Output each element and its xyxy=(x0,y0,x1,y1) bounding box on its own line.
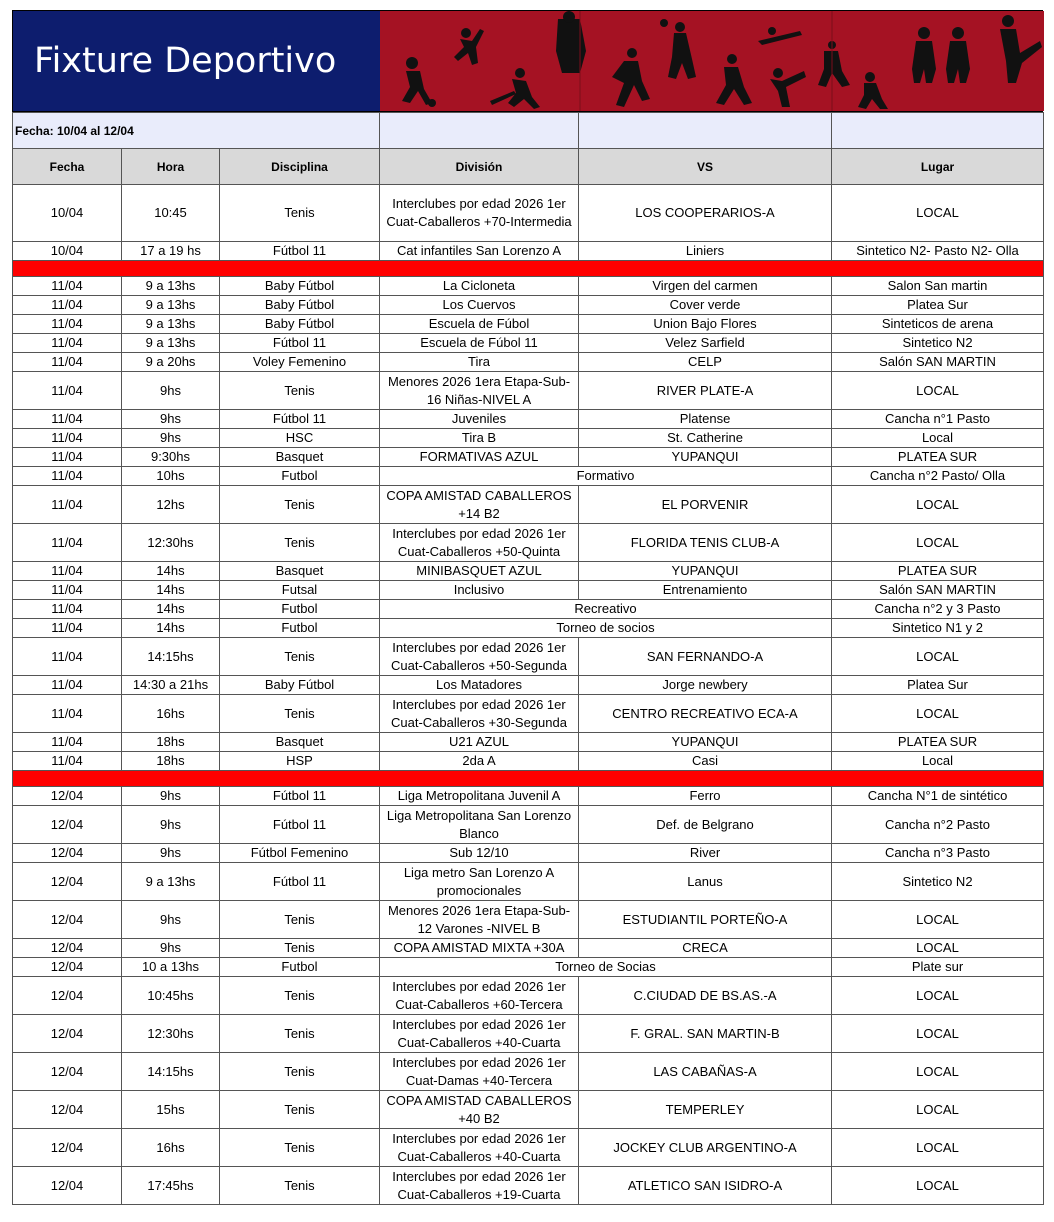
cell-fecha: 12/04 xyxy=(13,958,122,977)
cell-fecha: 11/04 xyxy=(13,296,122,315)
table-row xyxy=(13,1053,1044,1091)
cell-division: Liga Metropolitana Juvenil A xyxy=(380,787,579,806)
cell-disciplina: Fútbol 11 xyxy=(220,334,380,353)
cell-disciplina: Tenis xyxy=(220,1129,380,1167)
cell-lugar: PLATEA SUR xyxy=(832,448,1044,467)
cell-disciplina: HSC xyxy=(220,429,380,448)
cell-vs: JOCKEY CLUB ARGENTINO-A xyxy=(579,1129,832,1167)
cell-division-vs: Recreativo xyxy=(380,600,832,619)
cell-fecha: 12/04 xyxy=(13,901,122,939)
table-row xyxy=(13,562,1044,581)
cell-hora: 10:45hs xyxy=(122,977,220,1015)
cell-hora: 9 a 13hs xyxy=(122,277,220,296)
cell-lugar: PLATEA SUR xyxy=(832,733,1044,752)
cell-disciplina: Futbol xyxy=(220,619,380,638)
cell-lugar: Sintetico N1 y 2 xyxy=(832,619,1044,638)
cell-disciplina: Tenis xyxy=(220,1053,380,1091)
cell-hora: 10hs xyxy=(122,467,220,486)
cell-disciplina: Baby Fútbol xyxy=(220,277,380,296)
cell-disciplina: HSP xyxy=(220,752,380,771)
cell-division: 2da A xyxy=(380,752,579,771)
column-header-vs: VS xyxy=(579,149,832,185)
cell-disciplina: Fútbol 11 xyxy=(220,410,380,429)
cell-disciplina: Baby Fútbol xyxy=(220,296,380,315)
header xyxy=(12,10,1043,112)
cell-division: Interclubes por edad 2026 1er Cuat-Caballeros +19-Cuarta xyxy=(380,1167,579,1205)
cell-hora: 15hs xyxy=(122,1091,220,1129)
cell-fecha: 11/04 xyxy=(13,448,122,467)
cell-fecha: 12/04 xyxy=(13,844,122,863)
cell-hora: 16hs xyxy=(122,695,220,733)
cell-lugar: LOCAL xyxy=(832,486,1044,524)
cell-lugar: Cancha N°1 de sintético xyxy=(832,787,1044,806)
cell-vs: Platense xyxy=(579,410,832,429)
table-row xyxy=(13,752,1044,771)
cell-division: Tira B xyxy=(380,429,579,448)
cell-lugar: LOCAL xyxy=(832,524,1044,562)
cell-hora: 9 a 13hs xyxy=(122,334,220,353)
cell-fecha: 11/04 xyxy=(13,619,122,638)
cell-hora: 12hs xyxy=(122,486,220,524)
cell-fecha: 12/04 xyxy=(13,787,122,806)
cell-vs: CELP xyxy=(579,353,832,372)
column-header-fecha: Fecha xyxy=(13,149,122,185)
cell-fecha: 12/04 xyxy=(13,1015,122,1053)
cell-vs: Jorge newbery xyxy=(579,676,832,695)
table-row xyxy=(13,1091,1044,1129)
cell-division: FORMATIVAS AZUL xyxy=(380,448,579,467)
cell-vs: ATLETICO SAN ISIDRO-A xyxy=(579,1167,832,1205)
cell-hora: 9 a 13hs xyxy=(122,296,220,315)
cell-vs: C.CIUDAD DE BS.AS.-A xyxy=(579,977,832,1015)
cell-disciplina: Fútbol 11 xyxy=(220,863,380,901)
cell-hora: 10 a 13hs xyxy=(122,958,220,977)
table-row xyxy=(13,1167,1044,1205)
cell-division: U21 AZUL xyxy=(380,733,579,752)
cell-disciplina: Baby Fútbol xyxy=(220,315,380,334)
cell-division: Liga Metropolitana San Lorenzo Blanco xyxy=(380,806,579,844)
cell-division: Menores 2026 1era Etapa-Sub-12 Varones -NIVEL B xyxy=(380,901,579,939)
table-row xyxy=(13,1015,1044,1053)
cell-division: Los Cuervos xyxy=(380,296,579,315)
cell-lugar: Sintetico N2 xyxy=(832,334,1044,353)
cell-lugar: LOCAL xyxy=(832,977,1044,1015)
cell-fecha: 12/04 xyxy=(13,1053,122,1091)
cell-vs: LAS CABAÑAS-A xyxy=(579,1053,832,1091)
cell-disciplina: Basquet xyxy=(220,448,380,467)
cell-hora: 10:45 xyxy=(122,185,220,242)
cell-lugar: Local xyxy=(832,752,1044,771)
cell-lugar: LOCAL xyxy=(832,1129,1044,1167)
cell-disciplina: Tenis xyxy=(220,524,380,562)
cell-disciplina: Tenis xyxy=(220,901,380,939)
cell-disciplina: Tenis xyxy=(220,977,380,1015)
cell-disciplina: Tenis xyxy=(220,1167,380,1205)
cell-disciplina: Tenis xyxy=(220,695,380,733)
table-row xyxy=(13,901,1044,939)
cell-fecha: 11/04 xyxy=(13,600,122,619)
table-row xyxy=(13,806,1044,844)
table-row xyxy=(13,410,1044,429)
cell-fecha: 11/04 xyxy=(13,353,122,372)
cell-fecha: 11/04 xyxy=(13,467,122,486)
cell-fecha: 10/04 xyxy=(13,242,122,261)
cell-fecha: 11/04 xyxy=(13,486,122,524)
date-range-row xyxy=(13,113,1044,149)
table-row xyxy=(13,334,1044,353)
cell-vs: YUPANQUI xyxy=(579,733,832,752)
date-range: Fecha: 10/04 al 12/04 xyxy=(13,113,380,149)
table-row xyxy=(13,733,1044,752)
table-row xyxy=(13,242,1044,261)
cell-fecha: 11/04 xyxy=(13,638,122,676)
cell-disciplina: Tenis xyxy=(220,185,380,242)
cell-lugar: Platea Sur xyxy=(832,296,1044,315)
cell-division: Sub 12/10 xyxy=(380,844,579,863)
cell-vs: F. GRAL. SAN MARTIN-B xyxy=(579,1015,832,1053)
cell-fecha: 11/04 xyxy=(13,334,122,353)
cell-vs: Liniers xyxy=(579,242,832,261)
column-header-division: División xyxy=(380,149,579,185)
table-row xyxy=(13,353,1044,372)
cell-fecha: 12/04 xyxy=(13,863,122,901)
cell-division: COPA AMISTAD MIXTA +30A xyxy=(380,939,579,958)
cell-division: Escuela de Fúbol 11 xyxy=(380,334,579,353)
cell-disciplina: Tenis xyxy=(220,638,380,676)
cell-vs: LOS COOPERARIOS-A xyxy=(579,185,832,242)
column-header-hora: Hora xyxy=(122,149,220,185)
cell-lugar: LOCAL xyxy=(832,185,1044,242)
cell-hora: 9 a 20hs xyxy=(122,353,220,372)
cell-disciplina: Basquet xyxy=(220,562,380,581)
cell-vs: RIVER PLATE-A xyxy=(579,372,832,410)
cell-fecha: 11/04 xyxy=(13,695,122,733)
cell-lugar: LOCAL xyxy=(832,939,1044,958)
cell-hora: 14:15hs xyxy=(122,1053,220,1091)
cell-vs: St. Catherine xyxy=(579,429,832,448)
cell-lugar: Local xyxy=(832,429,1044,448)
cell-vs: YUPANQUI xyxy=(579,448,832,467)
table-row xyxy=(13,277,1044,296)
cell-fecha: 11/04 xyxy=(13,315,122,334)
table-row xyxy=(13,296,1044,315)
cell-disciplina: Fútbol 11 xyxy=(220,806,380,844)
cell-disciplina: Tenis xyxy=(220,486,380,524)
cell-vs: YUPANQUI xyxy=(579,562,832,581)
cell-disciplina: Futbol xyxy=(220,467,380,486)
cell-disciplina: Voley Femenino xyxy=(220,353,380,372)
cell-fecha: 11/04 xyxy=(13,752,122,771)
cell-division: Inclusivo xyxy=(380,581,579,600)
cell-lugar: PLATEA SUR xyxy=(832,562,1044,581)
table-row xyxy=(13,939,1044,958)
cell-hora: 18hs xyxy=(122,733,220,752)
cell-disciplina: Baby Fútbol xyxy=(220,676,380,695)
table-row xyxy=(13,844,1044,863)
cell-fecha: 12/04 xyxy=(13,939,122,958)
cell-vs: ESTUDIANTIL PORTEÑO-A xyxy=(579,901,832,939)
cell-fecha: 11/04 xyxy=(13,372,122,410)
cell-division: Liga metro San Lorenzo A promocionales xyxy=(380,863,579,901)
cell-hora: 9hs xyxy=(122,806,220,844)
table-row xyxy=(13,486,1044,524)
cell-fecha: 12/04 xyxy=(13,806,122,844)
table-row xyxy=(13,600,1044,619)
cell-division: Interclubes por edad 2026 1er Cuat-Caballeros +60-Tercera xyxy=(380,977,579,1015)
cell-lugar: Salón SAN MARTIN xyxy=(832,581,1044,600)
table-row xyxy=(13,1129,1044,1167)
table-row xyxy=(13,787,1044,806)
cell-lugar: Cancha n°2 Pasto xyxy=(832,806,1044,844)
cell-hora: 9hs xyxy=(122,939,220,958)
cell-vs: Cover verde xyxy=(579,296,832,315)
day-separator xyxy=(13,261,1044,277)
cell-hora: 9hs xyxy=(122,901,220,939)
cell-vs: Def. de Belgrano xyxy=(579,806,832,844)
cell-hora: 14hs xyxy=(122,581,220,600)
cell-lugar: Sintetico N2- Pasto N2- Olla xyxy=(832,242,1044,261)
cell-vs: River xyxy=(579,844,832,863)
cell-division: MINIBASQUET AZUL xyxy=(380,562,579,581)
cell-vs: Entrenamiento xyxy=(579,581,832,600)
cell-fecha: 11/04 xyxy=(13,733,122,752)
cell-vs: Ferro xyxy=(579,787,832,806)
cell-lugar: Sinteticos de arena xyxy=(832,315,1044,334)
cell-vs: Virgen del carmen xyxy=(579,277,832,296)
cell-disciplina: Tenis xyxy=(220,372,380,410)
cell-division: Escuela de Fúbol xyxy=(380,315,579,334)
cell-division: Tira xyxy=(380,353,579,372)
cell-disciplina: Tenis xyxy=(220,1091,380,1129)
table-row xyxy=(13,185,1044,242)
cell-lugar: LOCAL xyxy=(832,372,1044,410)
cell-division: Interclubes por edad 2026 1er Cuat-Caballeros +40-Cuarta xyxy=(380,1129,579,1167)
cell-division-vs: Formativo xyxy=(380,467,832,486)
cell-division: La Cicloneta xyxy=(380,277,579,296)
cell-division: Cat infantiles San Lorenzo A xyxy=(380,242,579,261)
cell-fecha: 11/04 xyxy=(13,562,122,581)
cell-division: Interclubes por edad 2026 1er Cuat-Caballeros +40-Cuarta xyxy=(380,1015,579,1053)
cell-disciplina: Basquet xyxy=(220,733,380,752)
cell-hora: 18hs xyxy=(122,752,220,771)
cell-fecha: 11/04 xyxy=(13,410,122,429)
fixture-sheet xyxy=(12,10,1043,1205)
cell-fecha: 11/04 xyxy=(13,676,122,695)
column-header-disciplina: Disciplina xyxy=(220,149,380,185)
cell-lugar: LOCAL xyxy=(832,695,1044,733)
cell-fecha: 11/04 xyxy=(13,581,122,600)
cell-fecha: 11/04 xyxy=(13,429,122,448)
table-row xyxy=(13,977,1044,1015)
cell-disciplina: Futsal xyxy=(220,581,380,600)
cell-vs: Union Bajo Flores xyxy=(579,315,832,334)
cell-hora: 17:45hs xyxy=(122,1167,220,1205)
cell-fecha: 12/04 xyxy=(13,1091,122,1129)
cell-division: Los Matadores xyxy=(380,676,579,695)
cell-division-vs: Torneo de socios xyxy=(380,619,832,638)
cell-lugar: LOCAL xyxy=(832,1091,1044,1129)
cell-disciplina: Tenis xyxy=(220,1015,380,1053)
cell-lugar: LOCAL xyxy=(832,1015,1044,1053)
cell-division: COPA AMISTAD CABALLEROS +14 B2 xyxy=(380,486,579,524)
cell-disciplina: Futbol xyxy=(220,958,380,977)
cell-disciplina: Fútbol 11 xyxy=(220,787,380,806)
cell-vs: EL PORVENIR xyxy=(579,486,832,524)
cell-vs: FLORIDA TENIS CLUB-A xyxy=(579,524,832,562)
cell-hora: 12:30hs xyxy=(122,1015,220,1053)
cell-hora: 16hs xyxy=(122,1129,220,1167)
cell-hora: 17 a 19 hs xyxy=(122,242,220,261)
table-row xyxy=(13,448,1044,467)
cell-disciplina: Futbol xyxy=(220,600,380,619)
athletes-silhouettes-icon xyxy=(380,11,1044,111)
column-header-lugar: Lugar xyxy=(832,149,1044,185)
cell-lugar: Sintetico N2 xyxy=(832,863,1044,901)
cell-lugar: Cancha n°1 Pasto xyxy=(832,410,1044,429)
cell-vs: Velez Sarfield xyxy=(579,334,832,353)
title-box xyxy=(13,11,380,111)
cell-division: Menores 2026 1era Etapa-Sub-16 Niñas-NIVEL A xyxy=(380,372,579,410)
cell-disciplina: Fútbol 11 xyxy=(220,242,380,261)
cell-lugar: LOCAL xyxy=(832,1053,1044,1091)
cell-fecha: 12/04 xyxy=(13,977,122,1015)
cell-vs: TEMPERLEY xyxy=(579,1091,832,1129)
cell-hora: 9hs xyxy=(122,372,220,410)
cell-lugar: Plate sur xyxy=(832,958,1044,977)
cell-hora: 9 a 13hs xyxy=(122,315,220,334)
table-row xyxy=(13,638,1044,676)
cell-hora: 9 a 13hs xyxy=(122,863,220,901)
table-row xyxy=(13,958,1044,977)
column-header-row xyxy=(13,149,1044,185)
cell-lugar: Platea Sur xyxy=(832,676,1044,695)
cell-vs: SAN FERNANDO-A xyxy=(579,638,832,676)
cell-division-vs: Torneo de Socias xyxy=(380,958,832,977)
cell-fecha: 11/04 xyxy=(13,524,122,562)
cell-division: Interclubes por edad 2026 1er Cuat-Caballeros +70-Intermedia xyxy=(380,185,579,242)
table-row xyxy=(13,863,1044,901)
cell-lugar: Cancha n°2 Pasto/ Olla xyxy=(832,467,1044,486)
cell-hora: 9hs xyxy=(122,787,220,806)
cell-disciplina: Tenis xyxy=(220,939,380,958)
cell-lugar: Cancha n°3 Pasto xyxy=(832,844,1044,863)
cell-hora: 9hs xyxy=(122,844,220,863)
cell-fecha: 12/04 xyxy=(13,1129,122,1167)
table-row xyxy=(13,429,1044,448)
cell-hora: 12:30hs xyxy=(122,524,220,562)
page-title: Fixture Deportivo xyxy=(34,41,337,81)
day-separator xyxy=(13,771,1044,787)
cell-hora: 9hs xyxy=(122,429,220,448)
athletes-silhouettes-banner-icon xyxy=(380,11,1044,111)
cell-hora: 14hs xyxy=(122,619,220,638)
cell-division: Interclubes por edad 2026 1er Cuat-Damas +40-Tercera xyxy=(380,1053,579,1091)
cell-division: Interclubes por edad 2026 1er Cuat-Caballeros +50-Quinta xyxy=(380,524,579,562)
table-row xyxy=(13,619,1044,638)
cell-division: Interclubes por edad 2026 1er Cuat-Caballeros +50-Segunda xyxy=(380,638,579,676)
table-row xyxy=(13,372,1044,410)
cell-hora: 9:30hs xyxy=(122,448,220,467)
cell-disciplina: Fútbol Femenino xyxy=(220,844,380,863)
cell-division: Juveniles xyxy=(380,410,579,429)
cell-lugar: Salón SAN MARTIN xyxy=(832,353,1044,372)
table-row xyxy=(13,581,1044,600)
cell-hora: 14:15hs xyxy=(122,638,220,676)
cell-lugar: LOCAL xyxy=(832,638,1044,676)
cell-fecha: 10/04 xyxy=(13,185,122,242)
cell-division: Interclubes por edad 2026 1er Cuat-Caballeros +30-Segunda xyxy=(380,695,579,733)
cell-hora: 14hs xyxy=(122,600,220,619)
cell-lugar: LOCAL xyxy=(832,1167,1044,1205)
cell-fecha: 11/04 xyxy=(13,277,122,296)
table-row xyxy=(13,315,1044,334)
cell-vs: CRECA xyxy=(579,939,832,958)
table-row xyxy=(13,524,1044,562)
cell-hora: 14:30 a 21hs xyxy=(122,676,220,695)
cell-vs: Casi xyxy=(579,752,832,771)
cell-lugar: Cancha n°2 y 3 Pasto xyxy=(832,600,1044,619)
cell-lugar: LOCAL xyxy=(832,901,1044,939)
cell-fecha: 12/04 xyxy=(13,1167,122,1205)
cell-vs: Lanus xyxy=(579,863,832,901)
cell-division: COPA AMISTAD CABALLEROS +40 B2 xyxy=(380,1091,579,1129)
cell-lugar: Salon San martin xyxy=(832,277,1044,296)
fixture-table xyxy=(12,112,1044,1205)
table-row xyxy=(13,467,1044,486)
cell-hora: 9hs xyxy=(122,410,220,429)
table-row xyxy=(13,676,1044,695)
table-row xyxy=(13,695,1044,733)
cell-vs: CENTRO RECREATIVO ECA-A xyxy=(579,695,832,733)
cell-hora: 14hs xyxy=(122,562,220,581)
